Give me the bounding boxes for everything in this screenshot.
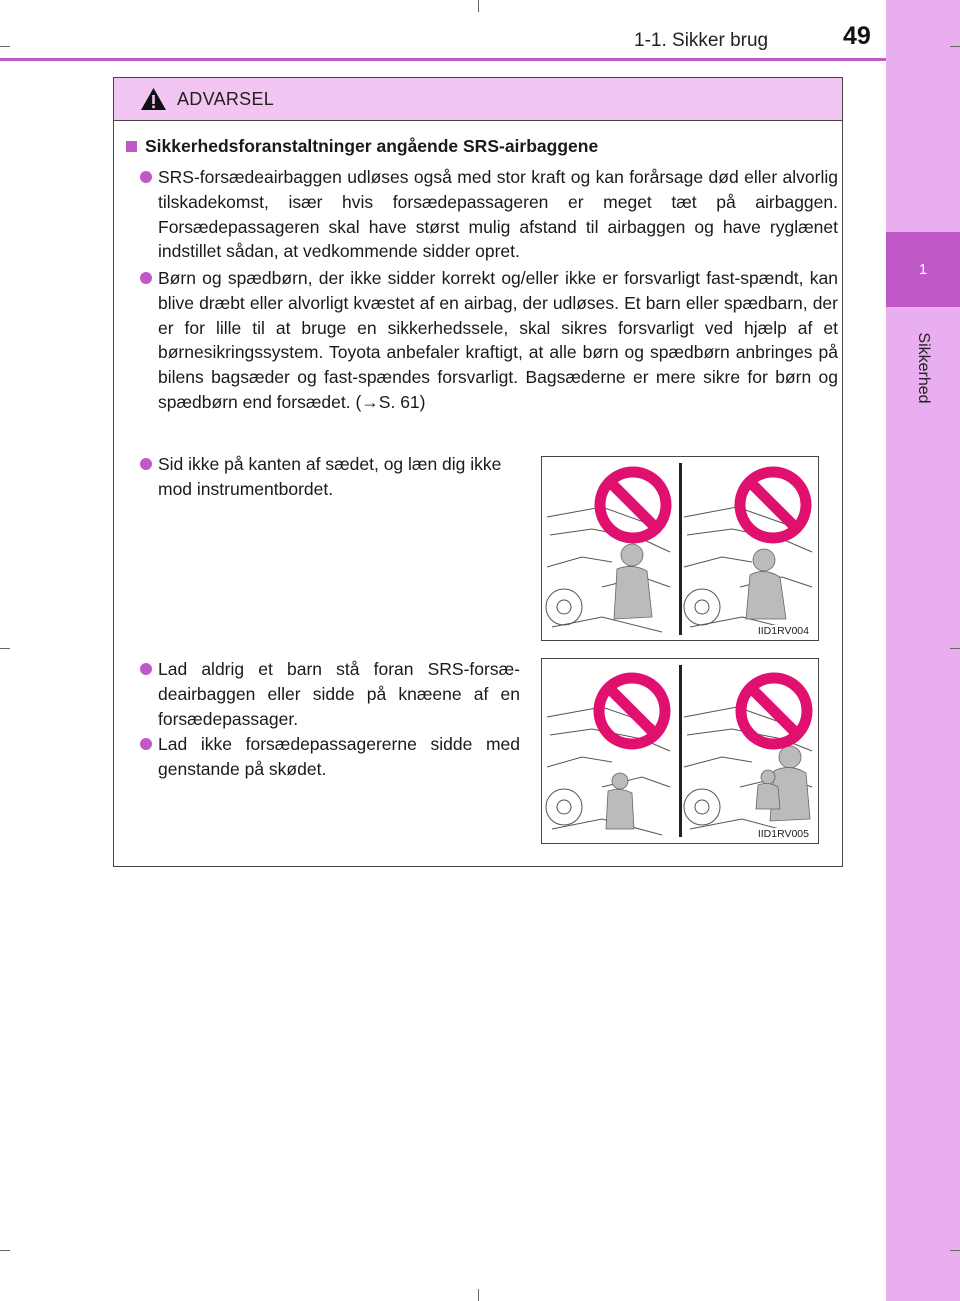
warning-triangle-icon: [140, 87, 167, 111]
bullet-dot-icon: [140, 663, 152, 675]
illustration-child-position: [541, 658, 819, 844]
crop-mark: [950, 1250, 960, 1251]
bullet-text: Børn og spædbørn, der ikke sidder korrekt og/eller ikke er forsvarligt fast-spændt, kan blive dræbt eller alvorligt kvæstet af en airbag, der udløses. Et barn eller spædbarn, der er for lille til at bruge en sikkerhedssele, skal sikres forsvarligt ved hjælp af et børnesikringssystem. Toyota anbefaler kraftigt, at alle børn og spædbørn anbringes på bilens bagsæder og fast-spændes forsvarligt. Bagsæderne er mere sikre for børn og spædbørn end forsædet. (→S. 61): [158, 268, 838, 412]
bullet-text: Sid ikke på kanten af sædet, og læn dig ikke mod instrumentbordet.: [158, 454, 502, 499]
illustration-code: IID1RV005: [757, 828, 809, 840]
bullet-text: Lad aldrig et barn stå foran SRS-forsæ-deairbaggen eller sidde på knæene af en forsædepassager.: [158, 659, 520, 729]
bullet-dot-icon: [140, 458, 152, 470]
header-rule: [0, 58, 886, 61]
crop-mark: [950, 46, 960, 47]
bullet-item: [158, 732, 520, 782]
chapter-label: Sikkerhed: [915, 332, 932, 404]
page-number: 49: [843, 22, 871, 50]
crop-mark: [478, 0, 479, 12]
crop-mark: [0, 648, 10, 649]
bullet-dot-icon: [140, 272, 152, 284]
car-interior-illustration: [542, 457, 818, 640]
bullet-dot-icon: [140, 171, 152, 183]
illustration-code: IID1RV004: [757, 625, 809, 637]
bullet-text: Lad ikke forsædepassagererne sidde med genstande på skødet.: [158, 734, 520, 779]
warning-header: [114, 78, 842, 121]
section-heading: [126, 136, 598, 157]
warning-box: [113, 77, 843, 867]
bullet-item: [158, 452, 520, 502]
bullet-item: [158, 657, 520, 731]
warning-title: ADVARSEL: [177, 88, 275, 109]
square-bullet-icon: [126, 141, 137, 152]
chapter-side-tab: [886, 0, 960, 1301]
illustration-leaning-occupant: [541, 456, 819, 641]
crop-mark: [478, 1289, 479, 1301]
bullet-text: SRS-forsædeairbaggen udløses også med stor kraft og kan forårsage død eller alvorlig tilskadekomst, især hvis forsædepassageren er meget tæt på airbaggen. Forsædepassageren skal have størst mulig afstand til airbaggen og have ryglænet indstillet sådan, at vedkommende sidder opret.: [158, 167, 838, 262]
crop-mark: [0, 46, 10, 47]
chapter-number: 1: [886, 232, 960, 307]
car-interior-illustration: [542, 659, 818, 843]
bullet-dot-icon: [140, 738, 152, 750]
bullet-item: [158, 165, 838, 264]
crop-mark: [950, 648, 960, 649]
section-heading-text: Sikkerhedsforanstaltninger angående SRS-airbaggene: [145, 136, 599, 156]
section-title: 1-1. Sikker brug: [634, 30, 769, 51]
bullet-item: [158, 266, 838, 415]
crop-mark: [0, 1250, 10, 1251]
